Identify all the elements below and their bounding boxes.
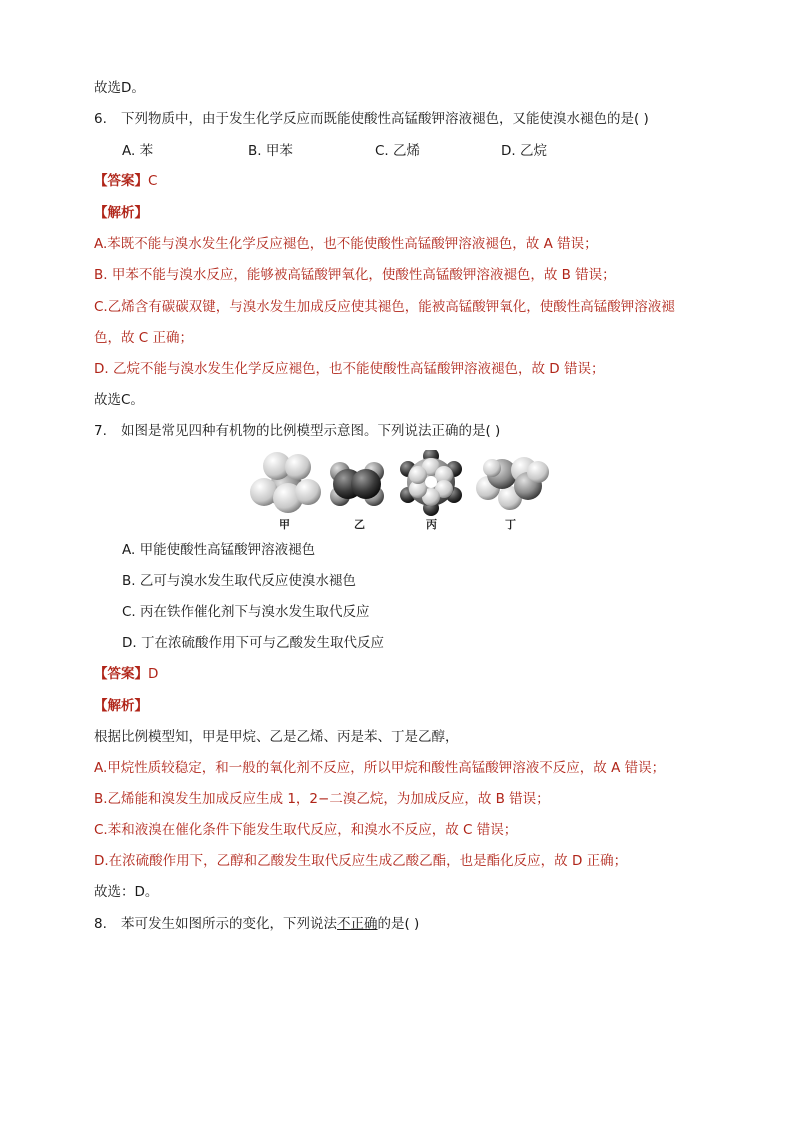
ethanol-model: [476, 457, 549, 510]
figure-label-jia: 甲: [279, 518, 290, 531]
q7-analysis-tag: 【解析】: [94, 698, 148, 714]
question-text: 如图是常见四种有机物的比例模型示意图。下列说法正确的是( ): [121, 423, 501, 439]
q7-option-c: C. 丙在铁作催化剂下与溴水发生取代反应: [122, 604, 370, 620]
q6-answer: [94, 171, 157, 191]
question-number: 6.: [94, 111, 107, 127]
q7-analysis-line: D.在浓硫酸作用下，乙醇和乙酸发生取代反应生成乙酸乙酯，也是酯化反应，故 D 正确；: [94, 853, 628, 869]
q7-answer: [94, 664, 158, 684]
figure-label-ding: 丁: [505, 518, 516, 531]
question-7-stem: [94, 421, 500, 441]
q6-conclusion: 故选C。: [94, 392, 144, 408]
ethylene-model: [330, 462, 384, 506]
q7-analysis-line: A.甲烷性质较稳定，和一般的氧化剂不反应，所以甲烷和酸性高锰酸钾溶液不反应，故 A 错误；: [94, 760, 666, 776]
q6-option-b: B. 甲苯: [248, 143, 293, 159]
question-number: 7.: [94, 423, 107, 439]
q6-analysis-line: D. 乙烷不能与溴水发生化学反应褪色，也不能使酸性高锰酸钾溶液褪色，故 D 错误；: [94, 361, 605, 377]
answer-tag: 【答案】: [94, 173, 148, 189]
q7-option-a: A. 甲能使酸性高锰酸钾溶液褪色: [122, 542, 316, 558]
figure-label-bing: 丙: [426, 518, 437, 531]
q7-analysis-line: B.乙烯能和溴发生加成反应生成 1，2−二溴乙烷，为加成反应，故 B 错误；: [94, 791, 550, 807]
prev-conclusion: 故选D。: [94, 80, 145, 96]
question-text-before: 苯可发生如图所示的变化，下列说法: [121, 916, 337, 932]
question-6-stem: [94, 109, 649, 129]
q6-option-c: C. 乙烯: [375, 143, 421, 159]
question-number: 8.: [94, 916, 107, 932]
q7-intro: 根据比例模型知，甲是甲烷、乙是乙烯、丙是苯、丁是乙醇，: [94, 729, 459, 745]
q6-analysis-tag: 【解析】: [94, 205, 148, 221]
question-8-stem: [94, 914, 419, 934]
methane-model: [250, 452, 321, 513]
question-text-underlined: 不正确: [337, 916, 378, 932]
benzene-model: [400, 450, 462, 516]
answer-tag: 【答案】: [94, 666, 148, 682]
q7-conclusion: 故选：D。: [94, 884, 159, 900]
answer-value: C: [148, 173, 158, 189]
figure-label-yi: 乙: [354, 518, 365, 531]
question-text-after: 的是( ): [377, 916, 420, 932]
answer-value: D: [148, 666, 159, 682]
q7-option-d: D. 丁在浓硫酸作用下可与乙酸发生取代反应: [122, 635, 384, 651]
q6-option-a: A. 苯: [122, 143, 154, 159]
question-text: 下列物质中，由于发生化学反应而既能使酸性高锰酸钾溶液褪色，又能使溴水褪色的是( ): [121, 111, 649, 127]
q6-analysis-line: 色，故 C 正确；: [94, 330, 194, 346]
q6-option-d: D. 乙烷: [501, 143, 547, 159]
q6-analysis-line: C.乙烯含有碳碳双键，与溴水发生加成反应使其褪色，能被高锰酸钾氧化，使酸性高锰酸钾溶液褪: [94, 299, 675, 315]
q7-option-b: B. 乙可与溴水发生取代反应使溴水褪色: [122, 573, 356, 589]
q6-analysis-line: A.苯既不能与溴水发生化学反应褪色，也不能使酸性高锰酸钾溶液褪色，故 A 错误；: [94, 236, 598, 252]
q6-analysis-line: B. 甲苯不能与溴水反应，能够被高锰酸钾氧化，使酸性高锰酸钾溶液褪色，故 B 错误；: [94, 267, 616, 283]
q7-analysis-line: C.苯和液溴在催化条件下能发生取代反应，和溴水不反应，故 C 错误；: [94, 822, 518, 838]
